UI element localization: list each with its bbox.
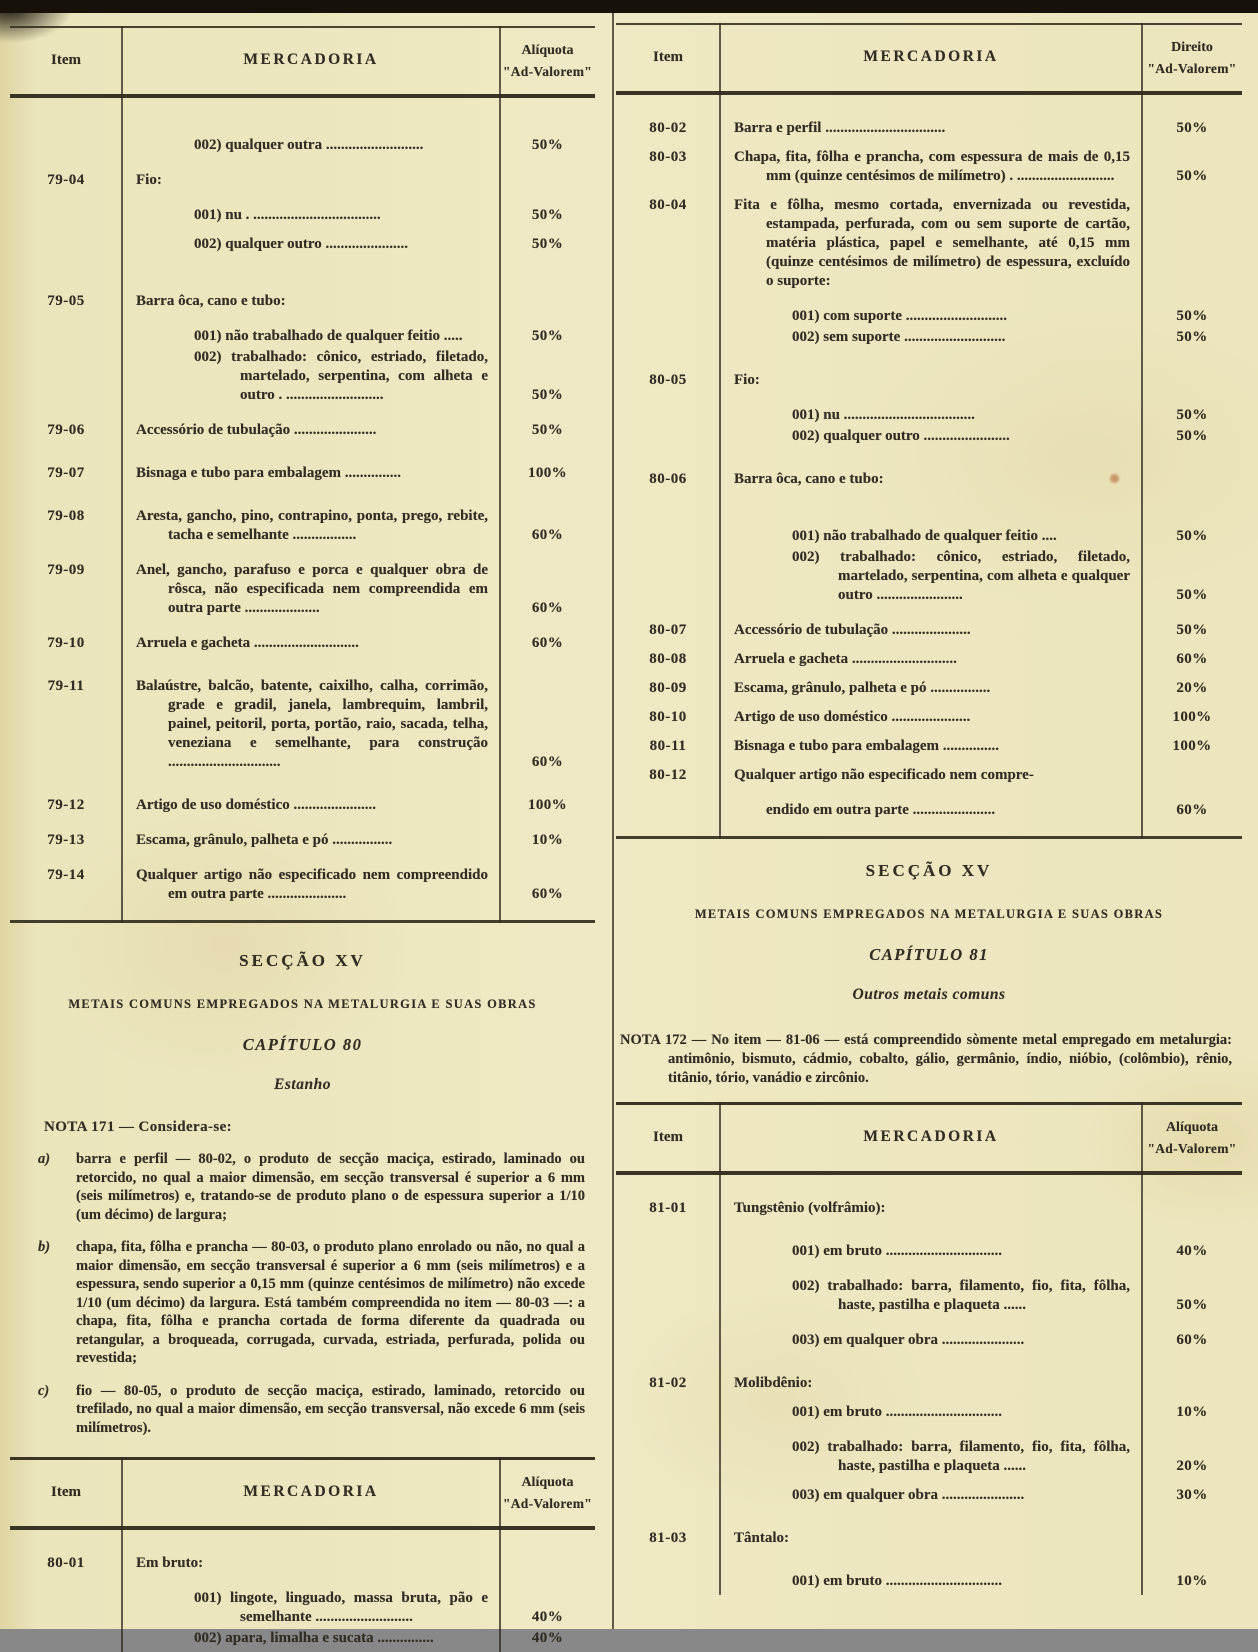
rate-value: 60% bbox=[531, 600, 564, 616]
rate-value bbox=[500, 171, 595, 190]
table-row bbox=[616, 1315, 1242, 1350]
rate-value bbox=[1142, 1529, 1242, 1548]
rate-value bbox=[1142, 1199, 1242, 1218]
merchandise-text: Qualquer artigo não especificado nem compre- bbox=[734, 767, 1034, 783]
item-code: 79-05 bbox=[47, 293, 85, 309]
left-column bbox=[10, 13, 595, 1652]
rate-value bbox=[1142, 196, 1242, 291]
scan-edge-bar bbox=[0, 0, 1258, 13]
note-paragraph: NOTA 172 — No item — 81-06 — está compreendido sòmente metal empregado em metalurgia: antimônio, bismuto, cádmio, cobalto, gálio, germânio, índio, nióbio, (colômbio), rênio, titânio, tório, vanádio e zircônio. bbox=[620, 1032, 1232, 1086]
table-row bbox=[616, 1218, 1242, 1261]
merchandise-text: endido em outra parte ...................... bbox=[766, 802, 996, 818]
item-code: 79-14 bbox=[47, 867, 85, 883]
merchandise-text: Fita e fôlha, mesmo cortada, envernizada ou revestida, estampada, perfurada, com ou sem suporte de cartão, matéria plástica, papel e semelhante, até 0,15 mm (quinze centésimos de milímetro) de espessura, excluído o suporte: bbox=[734, 197, 1130, 289]
merchandise-text: Escama, grânulo, palheta e pó ................ bbox=[734, 680, 991, 696]
table-row bbox=[616, 95, 1242, 138]
table-row bbox=[10, 1573, 595, 1627]
right-top-table bbox=[616, 23, 1242, 839]
item-code: 79-08 bbox=[47, 508, 85, 524]
merchandise-text: 001) não trabalhado de qualquer feitio ..... bbox=[194, 328, 463, 344]
item-code: 80-05 bbox=[649, 372, 687, 388]
rate-value: 50% bbox=[531, 236, 564, 252]
rate-subtitle: "Ad-Valorem" bbox=[502, 1496, 593, 1511]
item-code: 80-09 bbox=[649, 680, 687, 696]
right-bottom-table bbox=[616, 1102, 1242, 1595]
item-code: 79-04 bbox=[47, 172, 85, 188]
merchandise-text: Qualquer artigo não especificado nem compreendido em outra parte ..................... bbox=[136, 867, 488, 902]
table-row bbox=[10, 346, 595, 405]
column-header-rate bbox=[1142, 1115, 1242, 1159]
item-code: 79-10 bbox=[47, 635, 85, 651]
column-header-rate bbox=[500, 1470, 595, 1514]
table-row bbox=[10, 254, 595, 311]
rate-value: 20% bbox=[1176, 680, 1208, 696]
rate-title: Alíquota bbox=[521, 43, 574, 58]
merchandise-text: 001) lingote, linguado, massa bruta, pão e semelhante .......................... bbox=[194, 1590, 488, 1625]
rate-value: 50% bbox=[531, 207, 564, 223]
note-key: a) bbox=[38, 1151, 51, 1167]
item-code: 80-10 bbox=[649, 709, 687, 725]
item-code: 80-06 bbox=[649, 471, 687, 487]
merchandise-text: Bisnaga e tubo para embalagem ............... bbox=[136, 465, 402, 481]
column-header-mercadoria: MERCADORIA bbox=[863, 48, 999, 65]
rate-value bbox=[500, 292, 595, 311]
chapter-title: CAPÍTULO 81 bbox=[869, 945, 989, 964]
merchandise-text: 002) qualquer outra .......................... bbox=[194, 137, 424, 153]
table-row bbox=[616, 291, 1242, 326]
rate-value bbox=[1142, 371, 1242, 390]
table-row bbox=[10, 618, 595, 653]
rate-title: Alíquota bbox=[521, 1475, 574, 1490]
column-header-rate bbox=[500, 38, 595, 82]
item-code: 79-12 bbox=[47, 797, 85, 813]
rate-value: 50% bbox=[1176, 329, 1208, 345]
table-header bbox=[10, 1457, 595, 1530]
table-row bbox=[616, 756, 1242, 785]
right-section-heading bbox=[616, 839, 1242, 1102]
merchandise-text: 001) em bruto ............................... bbox=[792, 1243, 1002, 1259]
table-body bbox=[10, 98, 595, 923]
merchandise-text: Aresta, gancho, pino, contrapino, ponta, prego, rebite, tacha e semelhante ................. bbox=[136, 508, 488, 543]
rate-value: 50% bbox=[531, 328, 564, 344]
rate-value bbox=[1142, 766, 1242, 785]
rate-value: 50% bbox=[1176, 308, 1208, 324]
table-row bbox=[616, 347, 1242, 390]
table-row bbox=[616, 1548, 1242, 1591]
section-title: SECÇÃO XV bbox=[239, 951, 366, 970]
item-code: 79-11 bbox=[47, 678, 85, 694]
merchandise-text: Em bruto: bbox=[136, 1555, 204, 1571]
rate-value: 100% bbox=[1172, 738, 1212, 754]
table-body bbox=[616, 1175, 1242, 1595]
rate-value: 60% bbox=[531, 754, 564, 770]
merchandise-text: Fio: bbox=[734, 372, 760, 388]
rate-subtitle: "Ad-Valorem" bbox=[502, 64, 593, 79]
item-code: 81-01 bbox=[649, 1200, 687, 1216]
merchandise-text: Arruela e gacheta ............................ bbox=[734, 651, 957, 667]
table-row bbox=[616, 425, 1242, 446]
table-row bbox=[616, 489, 1242, 546]
column-header-item: Item bbox=[51, 51, 81, 68]
table-row bbox=[616, 1422, 1242, 1476]
note-text: fio — 80-05, o produto de secção maciça, estirado, laminado, retorcido ou trefilado, no qual a maior dimensão, em secção transversal, não excede 6 mm (seis milímetros). bbox=[76, 1382, 585, 1436]
rate-value: 50% bbox=[531, 387, 564, 403]
column-header-mercadoria: MERCADORIA bbox=[243, 1483, 379, 1500]
table-row bbox=[616, 640, 1242, 669]
table-row bbox=[10, 155, 595, 190]
table-row bbox=[616, 698, 1242, 727]
merchandise-text: Accessório de tubulação ...................... bbox=[136, 422, 377, 438]
rate-value: 60% bbox=[531, 635, 564, 651]
column-header-item: Item bbox=[653, 1128, 683, 1145]
rate-value: 50% bbox=[1176, 428, 1208, 444]
table-row bbox=[10, 1530, 595, 1573]
item-code: 80-07 bbox=[649, 622, 687, 638]
rate-subtitle: "Ad-Valorem" bbox=[1147, 1141, 1237, 1156]
item-code: 80-11 bbox=[649, 738, 687, 754]
rate-value: 40% bbox=[531, 1609, 564, 1625]
table-row bbox=[10, 1627, 595, 1648]
rate-value: 100% bbox=[1172, 709, 1212, 725]
table-row bbox=[616, 138, 1242, 186]
table-row bbox=[616, 605, 1242, 640]
merchandise-text: 001) nu ................................... bbox=[792, 407, 975, 423]
merchandise-text: Anel, gancho, parafuso e porca e qualquer obra de rôsca, não especificada nem compreendida em outra parte .................... bbox=[136, 562, 488, 616]
note-item-b bbox=[10, 1238, 595, 1368]
merchandise-text: 001) com suporte ........................... bbox=[792, 308, 1007, 324]
rate-value: 40% bbox=[1176, 1243, 1208, 1259]
item-code: 80-08 bbox=[649, 651, 687, 667]
left-bottom-table bbox=[10, 1457, 595, 1652]
note-key: b) bbox=[38, 1239, 51, 1255]
table-row bbox=[616, 785, 1242, 820]
item-code: 81-02 bbox=[649, 1375, 687, 1391]
column-header-item: Item bbox=[51, 1483, 81, 1500]
merchandise-text: 002) qualquer outro ...................... bbox=[194, 236, 409, 252]
rate-value: 60% bbox=[1176, 651, 1208, 667]
merchandise-text: Arruela e gacheta ............................ bbox=[136, 635, 359, 651]
rate-value: 50% bbox=[1176, 1297, 1208, 1313]
column-header-mercadoria: MERCADORIA bbox=[243, 51, 379, 68]
note-item-c bbox=[10, 1382, 595, 1438]
right-column bbox=[612, 13, 1242, 1629]
table-row bbox=[10, 772, 595, 815]
rate-value: 60% bbox=[531, 527, 564, 543]
item-code: 79-06 bbox=[47, 422, 85, 438]
merchandise-text: 002) trabalhado: cônico, estriado, filetado, martelado, serpentina, com alheta e qualquer outro ....................... bbox=[792, 549, 1130, 603]
table-row bbox=[616, 390, 1242, 425]
merchandise-text: 002) trabalhado: barra, filamento, fio, fita, fôlha, haste, pastilha e plaqueta ...... bbox=[792, 1439, 1130, 1474]
left-top-table bbox=[10, 26, 595, 923]
table-row bbox=[616, 546, 1242, 605]
merchandise-text: 002) apara, limalha e sucata ............... bbox=[194, 1630, 434, 1646]
rate-value: 60% bbox=[531, 886, 564, 902]
table-row bbox=[616, 446, 1242, 489]
table-row bbox=[10, 311, 595, 346]
note-key: c) bbox=[38, 1382, 50, 1399]
merchandise-text: Molibdênio: bbox=[734, 1375, 813, 1391]
table-row bbox=[10, 653, 595, 772]
table-row bbox=[616, 1261, 1242, 1315]
merchandise-text: Fio: bbox=[136, 172, 162, 188]
merchandise-text: 002) trabalhado: cônico, estriado, filetado, martelado, serpentina, com alheta e outro . .......................... bbox=[194, 349, 488, 403]
merchandise-text: 002) trabalhado: barra, filamento, fio, fita, fôlha, haste, pastilha e plaqueta ...... bbox=[792, 1278, 1130, 1313]
rate-value: 20% bbox=[1176, 1458, 1208, 1474]
section-subtitle: METAIS COMUNS EMPREGADOS NA METALURGIA E SUAS OBRAS bbox=[68, 997, 537, 1011]
merchandise-text: 001) em bruto ............................... bbox=[792, 1404, 1002, 1420]
merchandise-text: Barra ôca, cano e tubo: bbox=[136, 293, 286, 309]
merchandise-text: 001) não trabalhado de qualquer feitio .... bbox=[792, 528, 1057, 544]
table-body bbox=[616, 95, 1242, 839]
rate-title: Alíquota bbox=[1165, 1120, 1219, 1135]
section-subtitle: METAIS COMUNS EMPREGADOS NA METALURGIA E SUAS OBRAS bbox=[694, 907, 1164, 921]
rate-value: 50% bbox=[1176, 622, 1208, 638]
rate-value bbox=[1142, 1374, 1242, 1393]
left-section-heading bbox=[10, 923, 595, 1457]
item-code: 80-04 bbox=[649, 197, 687, 213]
rate-value: 50% bbox=[1176, 407, 1208, 423]
merchandise-text: Accessório de tubulação ..................... bbox=[734, 622, 971, 638]
table-body bbox=[10, 1530, 595, 1652]
section-title: SECÇÃO XV bbox=[865, 861, 993, 880]
chapter-title: CAPÍTULO 80 bbox=[242, 1035, 363, 1054]
table-row bbox=[616, 1350, 1242, 1393]
table-header bbox=[10, 26, 595, 98]
table-row bbox=[10, 225, 595, 254]
table-row bbox=[10, 190, 595, 225]
note-item-a bbox=[10, 1150, 595, 1224]
table-row bbox=[10, 405, 595, 440]
item-code: 80-01 bbox=[47, 1555, 85, 1571]
merchandise-text: Barra e perfil ................................ bbox=[734, 120, 946, 136]
right-column-inner bbox=[614, 23, 1242, 1595]
table-row bbox=[10, 545, 595, 618]
rate-title: Direito bbox=[1171, 40, 1213, 55]
rate-value: 10% bbox=[1176, 1404, 1208, 1420]
merchandise-text: 001) em bruto ............................... bbox=[792, 1573, 1002, 1589]
rate-value: 60% bbox=[1176, 1332, 1208, 1348]
column-header-item: Item bbox=[653, 48, 683, 65]
table-row bbox=[10, 98, 595, 155]
table-row bbox=[616, 326, 1242, 347]
rate-value: 60% bbox=[1176, 802, 1208, 818]
table-row bbox=[616, 1175, 1242, 1218]
rate-value bbox=[1142, 470, 1242, 489]
table-row bbox=[616, 727, 1242, 756]
rate-value: 50% bbox=[1176, 528, 1208, 544]
merchandise-text: 002) qualquer outro ....................... bbox=[792, 428, 1010, 444]
rate-value: 10% bbox=[1176, 1573, 1208, 1589]
merchandise-text: Artigo de uso doméstico ..................... bbox=[734, 709, 971, 725]
merchandise-text: Balaústre, balcão, batente, caixilho, calha, corrimão, grade e gradil, janela, lambrequim, lambril, painel, peitoril, porta, portão, raio, sacada, telha, veneziana e semelhante, para construção .............................. bbox=[136, 678, 488, 770]
table-header bbox=[616, 1102, 1242, 1175]
rate-value: 50% bbox=[1176, 120, 1208, 136]
table-row bbox=[10, 483, 595, 545]
item-code: 80-12 bbox=[649, 767, 687, 783]
merchandise-text: Tântalo: bbox=[734, 1530, 790, 1546]
item-code: 80-03 bbox=[649, 149, 687, 165]
note-text: barra e perfil — 80-02, o produto de secção maciça, estirado, laminado ou retorcido, no qual a maior dimensão, em secção transversal é superior a 6 mm (seis milímetros) e, tratando-se de produto plano o de espessura superior a 1/10 (um décimo) de largura; bbox=[76, 1151, 585, 1223]
column-header-rate bbox=[1142, 35, 1242, 79]
rate-value: 50% bbox=[531, 137, 564, 153]
rate-value bbox=[500, 1554, 595, 1573]
item-code: 79-13 bbox=[47, 832, 85, 848]
table-row bbox=[616, 1476, 1242, 1505]
note-title: NOTA 171 — Considera-se: bbox=[44, 1119, 233, 1135]
table-row bbox=[616, 186, 1242, 291]
merchandise-text: 003) em qualquer obra ...................... bbox=[792, 1332, 1025, 1348]
rate-value: 100% bbox=[527, 797, 568, 813]
item-code: 79-07 bbox=[47, 465, 85, 481]
merchandise-text: Bisnaga e tubo para embalagem ............... bbox=[734, 738, 1000, 754]
rate-value: 50% bbox=[1176, 587, 1208, 603]
merchandise-text: 001) nu . .................................. bbox=[194, 207, 381, 223]
rate-value: 50% bbox=[531, 422, 564, 438]
merchandise-text: Chapa, fita, fôlha e prancha, com espessura de mais de 0,15 mm (quinze centésimos de milímetro) . .......................... bbox=[734, 149, 1130, 184]
chapter-subject: Outros metais comuns bbox=[852, 986, 1006, 1003]
table-row bbox=[10, 440, 595, 483]
merchandise-text: Artigo de uso doméstico ...................... bbox=[136, 797, 376, 813]
item-code: 79-09 bbox=[47, 562, 85, 578]
item-code: 81-03 bbox=[649, 1530, 687, 1546]
table-row bbox=[10, 850, 595, 904]
table-header bbox=[616, 23, 1242, 95]
item-code: 80-02 bbox=[649, 120, 687, 136]
column-header-mercadoria: MERCADORIA bbox=[863, 1128, 999, 1145]
rate-value: 50% bbox=[1176, 168, 1208, 184]
rate-value: 10% bbox=[531, 832, 564, 848]
merchandise-text: Barra ôca, cano e tubo: bbox=[734, 471, 884, 487]
merchandise-text: 002) sem suporte ........................... bbox=[792, 329, 1006, 345]
rate-value: 100% bbox=[527, 465, 568, 481]
rate-value: 40% bbox=[531, 1630, 564, 1646]
chapter-subject: Estanho bbox=[274, 1076, 331, 1093]
merchandise-text: 003) em qualquer obra ...................... bbox=[792, 1487, 1025, 1503]
rate-value: 30% bbox=[1176, 1487, 1208, 1503]
note-text: chapa, fita, fôlha e prancha — 80-03, o produto plano enrolado ou não, no qual a maior dimensão, em secção transversal é superior a 6 mm (seis milímetros) e a espessura, sendo superior a 0,15 mm (quinze centésimos de milímetro) não excede 1/10 (um décimo) da largura. Está também compreendida no item — 80-03 —: a chapa, fita, fôlha e prancha cortada de forma diferente da quadrada ou retangular, a broqueada, corrugada, curvada, estriada, perfurada, polida ou revestida; bbox=[76, 1239, 585, 1366]
table-row bbox=[616, 1505, 1242, 1548]
merchandise-text: Escama, grânulo, palheta e pó ................ bbox=[136, 832, 393, 848]
table-row bbox=[616, 669, 1242, 698]
table-row bbox=[616, 1393, 1242, 1422]
table-row bbox=[10, 815, 595, 850]
rate-subtitle: "Ad-Valorem" bbox=[1147, 61, 1237, 76]
merchandise-text: Tungstênio (volfrâmio): bbox=[734, 1200, 886, 1216]
